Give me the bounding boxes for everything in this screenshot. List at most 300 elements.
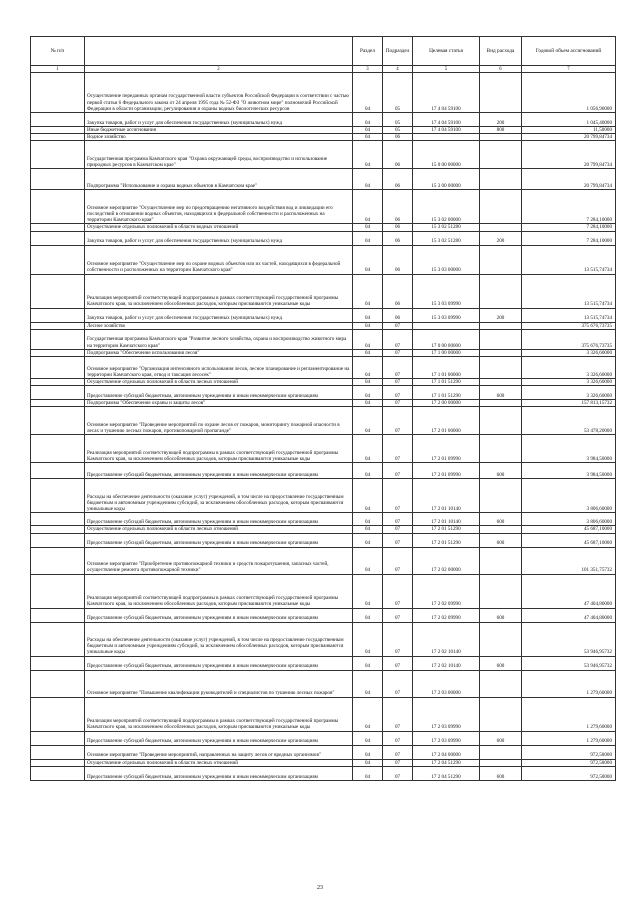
row-expense-type: 600 [480, 513, 522, 526]
row-target-article: 17 2 02 00000 [413, 547, 480, 574]
column-number: 4 [383, 66, 413, 73]
row-amount: 20 799,84734 [522, 141, 616, 169]
row-amount: 13 515,74734 [522, 308, 616, 322]
row-podrazdel: 07 [383, 379, 413, 386]
row-num [31, 547, 85, 574]
row-podrazdel: 06 [383, 224, 413, 231]
row-razdel: 04 [353, 731, 383, 745]
column-number: 7 [522, 66, 616, 73]
row-num [31, 435, 85, 463]
row-podrazdel: 06 [383, 274, 413, 308]
row-razdel: 04 [353, 435, 383, 463]
row-podrazdel: 07 [383, 329, 413, 349]
row-podrazdel: 06 [383, 141, 413, 169]
row-num [31, 574, 85, 608]
row-podrazdel: 07 [383, 656, 413, 670]
table-row [31, 656, 616, 670]
row-podrazdel: 07 [383, 759, 413, 766]
row-amount: 53 946,95732 [522, 622, 616, 656]
row-target-article: 17 2 01 09990 [413, 435, 480, 463]
row-num [31, 245, 85, 274]
row-razdel: 04 [353, 670, 383, 697]
row-description: Основное мероприятие "Организация интенсивного использования лесов, лесное планирование и регламентирование на территории Камчатского края, отвод и таксация лесосек" [85, 357, 353, 379]
row-num [31, 386, 85, 400]
row-expense-type [480, 169, 522, 190]
row-expense-type [480, 574, 522, 608]
row-amount: 1 279,60000 [522, 670, 616, 697]
row-razdel: 04 [353, 245, 383, 274]
row-description: Предоставление субсидий бюджетным, автономным учреждениям и иным некоммерческим организациям [85, 386, 353, 400]
row-target-article: 17 2 01 09990 [413, 463, 480, 479]
row-amount: 1 279,60000 [522, 697, 616, 731]
row-num [31, 308, 85, 322]
row-description: Осуществление отдельных полномочий в области лесных отношений [85, 526, 353, 533]
row-target-article: 17 4 04 59100 [413, 113, 480, 127]
row-description: Закупка товаров, работ и услуг для обеспечения государственных (муниципальных) нужд [85, 231, 353, 245]
page-number: 23 [317, 885, 323, 891]
row-num [31, 731, 85, 745]
row-podrazdel: 05 [383, 113, 413, 127]
row-expense-type [480, 479, 522, 513]
row-expense-type: 200 [480, 113, 522, 127]
row-description: Предоставление субсидий бюджетным, автономным учреждениям и иным некоммерческим организациям [85, 533, 353, 547]
row-razdel: 04 [353, 141, 383, 169]
row-podrazdel: 07 [383, 697, 413, 731]
column-number: 5 [413, 66, 480, 73]
row-amount: 3 806,60000 [522, 513, 616, 526]
row-razdel: 04 [353, 308, 383, 322]
row-expense-type [480, 379, 522, 386]
header-expense-type: Вид расхода [480, 37, 522, 66]
row-amount: 3 326,60000 [522, 357, 616, 379]
row-target-article: 17 2 02 09990 [413, 608, 480, 622]
row-amount: 13 515,74734 [522, 274, 616, 308]
row-podrazdel: 07 [383, 622, 413, 656]
row-num [31, 608, 85, 622]
table-body [31, 73, 616, 781]
row-podrazdel: 07 [383, 766, 413, 780]
row-target-article: 17 2 02 10140 [413, 656, 480, 670]
table-row [31, 322, 616, 329]
row-razdel: 04 [353, 622, 383, 656]
row-num [31, 224, 85, 231]
row-podrazdel: 07 [383, 513, 413, 526]
row-num [31, 479, 85, 513]
row-amount: 972,50000 [522, 766, 616, 780]
row-description: Реализация мероприятий соответствующей подпрограммы в рамках соответствующей государственной программы Камчатского края, за исключением обособленных расходов, которым присваиваются уникальные коды [85, 697, 353, 731]
row-num [31, 513, 85, 526]
row-target-article [413, 134, 480, 141]
row-amount: 20 799,84734 [522, 134, 616, 141]
row-target-article: 17 2 03 00000 [413, 670, 480, 697]
row-razdel: 04 [353, 547, 383, 574]
row-razdel: 04 [353, 231, 383, 245]
row-razdel: 04 [353, 224, 383, 231]
row-description: Государственная программа Камчатского края "Развитие лесного хозяйства, охрана и воспроизводство животного мира на территории Камчатского края" [85, 329, 353, 349]
table-row [31, 533, 616, 547]
row-num [31, 622, 85, 656]
row-description: Реализация мероприятий соответствующей подпрограммы в рамках соответствующей государственной программы Камчатского края, за исключением обособленных расходов, которым присваиваются уникальные коды [85, 574, 353, 608]
row-expense-type: 200 [480, 308, 522, 322]
row-target-article: 17 1 01 51290 [413, 386, 480, 400]
row-amount: 3 326,60000 [522, 386, 616, 400]
table-row [31, 574, 616, 608]
column-numbers-row [31, 66, 616, 73]
table-row [31, 479, 616, 513]
header-podrazdel: Подраздел [383, 37, 413, 66]
row-razdel: 04 [353, 479, 383, 513]
table-row [31, 169, 616, 190]
row-num [31, 231, 85, 245]
row-target-article: 17 2 04 51290 [413, 766, 480, 780]
table-row [31, 308, 616, 322]
table-row [31, 513, 616, 526]
row-num [31, 169, 85, 190]
row-description: Подпрограмма "Обеспечение использования лесов" [85, 349, 353, 356]
row-razdel: 04 [353, 379, 383, 386]
row-num [31, 357, 85, 379]
table-row [31, 127, 616, 134]
row-razdel: 04 [353, 386, 383, 400]
row-num [31, 379, 85, 386]
column-number: 3 [353, 66, 383, 73]
row-razdel: 04 [353, 169, 383, 190]
row-description: Основное мероприятие "Осуществление мер по предотвращению негативного воздействия вод и ликвидации его последствий в отношении водных объектов, находящихся в федеральной собственности и расположенных на территории Камчатского края" [85, 190, 353, 224]
row-expense-type [480, 224, 522, 231]
row-target-article: 17 2 01 51290 [413, 526, 480, 533]
row-description: Основное мероприятие "Осуществление мер по охране водных объектов или их частей, находящихся в федеральной собственности и расположенных на территории Камчатского края" [85, 245, 353, 274]
row-amount: 375 676,73735 [522, 329, 616, 349]
row-target-article: 17 2 02 09990 [413, 574, 480, 608]
row-num [31, 73, 85, 113]
row-razdel: 04 [353, 697, 383, 731]
table-row [31, 224, 616, 231]
row-target-article: 15 3 03 09990 [413, 308, 480, 322]
row-target-article: 15 3 03 09990 [413, 274, 480, 308]
row-razdel: 04 [353, 113, 383, 127]
row-expense-type: 600 [480, 463, 522, 479]
row-podrazdel: 07 [383, 407, 413, 435]
row-expense-type: 600 [480, 608, 522, 622]
row-razdel: 04 [353, 357, 383, 379]
row-expense-type [480, 245, 522, 274]
table-row [31, 697, 616, 731]
row-description: Расходы на обеспечение деятельности (оказание услуг) учреждений, в том числе на предоставление государственным бюджетным и автономным учреждениям субсидий, за исключением обособленных расходов, которым присваиваются уникальные коды [85, 479, 353, 513]
row-num [31, 766, 85, 780]
table-row [31, 329, 616, 349]
row-num [31, 127, 85, 134]
row-description: Основное мероприятие "Повышение квалификации руководителей и специалистов по тушению лесных пожаров" [85, 670, 353, 697]
row-razdel: 04 [353, 73, 383, 113]
row-razdel: 04 [353, 526, 383, 533]
row-podrazdel: 06 [383, 308, 413, 322]
row-podrazdel: 05 [383, 127, 413, 134]
row-description: Закупка товаров, работ и услуг для обеспечения государственных (муниципальных) нужд [85, 308, 353, 322]
row-razdel: 04 [353, 134, 383, 141]
row-target-article: 17 2 03 09990 [413, 697, 480, 731]
row-target-article: 17 2 01 00000 [413, 407, 480, 435]
row-num [31, 670, 85, 697]
row-expense-type [480, 759, 522, 766]
row-target-article [413, 322, 480, 329]
table-row [31, 526, 616, 533]
row-description: Расходы на обеспечение деятельности (оказание услуг) учреждений, в том числе на предоставление государственным бюджетным и автономным учреждениям субсидий, за исключением обособленных расходов, которым присваиваются уникальные коды [85, 622, 353, 656]
table-row [31, 731, 616, 745]
row-description: Предоставление субсидий бюджетным, автономным учреждениям и иным некоммерческим организациям [85, 608, 353, 622]
row-podrazdel: 06 [383, 245, 413, 274]
row-description: Иные бюджетные ассигнования [85, 127, 353, 134]
row-amount: 11,50000 [522, 127, 616, 134]
row-amount: 3 326,60000 [522, 349, 616, 356]
row-description: Водное хозяйство [85, 134, 353, 141]
row-num [31, 526, 85, 533]
row-amount: 3 806,60000 [522, 479, 616, 513]
row-amount: 157 813,15732 [522, 400, 616, 407]
row-expense-type [480, 526, 522, 533]
row-description: Осуществление отдельных полномочий в области водных отношений [85, 224, 353, 231]
row-target-article: 17 2 01 51290 [413, 533, 480, 547]
table-row [31, 379, 616, 386]
row-expense-type [480, 322, 522, 329]
row-num [31, 745, 85, 759]
row-target-article: 17 1 01 51290 [413, 379, 480, 386]
row-razdel: 04 [353, 190, 383, 224]
row-target-article: 17 4 04 59100 [413, 127, 480, 134]
row-num [31, 141, 85, 169]
row-target-article: 15 0 00 00000 [413, 141, 480, 169]
row-target-article: 17 2 01 10140 [413, 479, 480, 513]
table-row [31, 386, 616, 400]
row-num [31, 113, 85, 127]
row-podrazdel: 07 [383, 574, 413, 608]
header-name [85, 37, 353, 66]
header-target-article: Целевая статья [413, 37, 480, 66]
row-amount: 53 946,95732 [522, 656, 616, 670]
table-row [31, 245, 616, 274]
row-amount: 101 351,75732 [522, 547, 616, 574]
row-expense-type [480, 622, 522, 656]
table-row [31, 759, 616, 766]
row-expense-type [480, 400, 522, 407]
table-row [31, 141, 616, 169]
header-row [31, 37, 616, 66]
row-podrazdel: 06 [383, 169, 413, 190]
row-num [31, 407, 85, 435]
row-amount: 47 404,80000 [522, 608, 616, 622]
row-target-article: 17 2 01 10140 [413, 513, 480, 526]
row-target-article: 17 0 00 00000 [413, 329, 480, 349]
table-row [31, 231, 616, 245]
row-num [31, 759, 85, 766]
row-amount: 375 676,73735 [522, 322, 616, 329]
row-description: Государственная программа Камчатского края "Охрана окружающей среды, воспроизводство и использование природных ресурсов в Камчатском крае" [85, 141, 353, 169]
row-expense-type [480, 134, 522, 141]
row-razdel: 04 [353, 513, 383, 526]
row-amount: 3 984,50000 [522, 463, 616, 479]
row-expense-type: 600 [480, 656, 522, 670]
row-description: Предоставление субсидий бюджетным, автономным учреждениям и иным некоммерческим организациям [85, 766, 353, 780]
row-num [31, 533, 85, 547]
row-description: Осуществление переданных органам государственной власти субъектов Российской Федерации в соответствии с частью первой статьи 6 Федерального закона от 24 апреля 1995 года № 52-ФЗ "О животном мире" полномочий Российской Федерации в области организации, регулирования и охраны водных биологических ресурсов [85, 73, 353, 113]
row-target-article: 15 3 02 00000 [413, 190, 480, 224]
row-expense-type [480, 670, 522, 697]
table-row [31, 745, 616, 759]
row-expense-type [480, 141, 522, 169]
row-amount: 3 326,60000 [522, 379, 616, 386]
table-row [31, 190, 616, 224]
row-expense-type: 600 [480, 533, 522, 547]
row-num [31, 134, 85, 141]
row-expense-type [480, 190, 522, 224]
table-row [31, 400, 616, 407]
row-num [31, 274, 85, 308]
row-podrazdel: 05 [383, 73, 413, 113]
row-description: Лесное хозяйство [85, 322, 353, 329]
row-target-article: 17 4 04 59100 [413, 73, 480, 113]
row-expense-type: 600 [480, 766, 522, 780]
row-podrazdel: 07 [383, 463, 413, 479]
row-description: Предоставление субсидий бюджетным, автономным учреждениям и иным некоммерческим организациям [85, 731, 353, 745]
row-razdel: 04 [353, 766, 383, 780]
row-num [31, 656, 85, 670]
row-target-article: 17 2 00 00000 [413, 400, 480, 407]
row-amount: 1 279,60000 [522, 731, 616, 745]
table-row [31, 608, 616, 622]
row-target-article: 15 3 03 00000 [413, 245, 480, 274]
row-podrazdel: 07 [383, 435, 413, 463]
table-row [31, 435, 616, 463]
row-description: Закупка товаров, работ и услуг для обеспечения государственных (муниципальных) нужд [85, 113, 353, 127]
row-amount: 972,50000 [522, 745, 616, 759]
row-num [31, 400, 85, 407]
row-amount: 1 056,90000 [522, 73, 616, 113]
budget-table [30, 36, 616, 781]
table-row [31, 357, 616, 379]
table-row [31, 547, 616, 574]
row-expense-type: 200 [480, 231, 522, 245]
table-row [31, 134, 616, 141]
row-razdel: 04 [353, 759, 383, 766]
row-razdel: 04 [353, 745, 383, 759]
row-razdel: 04 [353, 400, 383, 407]
table-row [31, 113, 616, 127]
row-target-article: 17 2 04 00000 [413, 745, 480, 759]
row-podrazdel: 06 [383, 134, 413, 141]
row-razdel: 04 [353, 349, 383, 356]
row-razdel: 04 [353, 407, 383, 435]
row-podrazdel: 07 [383, 526, 413, 533]
row-razdel: 04 [353, 656, 383, 670]
row-podrazdel: 06 [383, 190, 413, 224]
table-row [31, 670, 616, 697]
row-num [31, 322, 85, 329]
row-podrazdel: 07 [383, 731, 413, 745]
row-amount: 1 045,40000 [522, 113, 616, 127]
row-target-article: 17 2 02 10140 [413, 622, 480, 656]
row-amount: 7 284,10000 [522, 224, 616, 231]
row-razdel: 04 [353, 463, 383, 479]
row-num [31, 349, 85, 356]
row-expense-type [480, 349, 522, 356]
row-razdel: 04 [353, 274, 383, 308]
row-description: Основное мероприятие "Проведение мероприятий, направленных на защиту лесов от вредных организмов" [85, 745, 353, 759]
row-target-article: 17 2 04 51290 [413, 759, 480, 766]
row-target-article: 15 3 02 51280 [413, 231, 480, 245]
row-razdel: 04 [353, 127, 383, 134]
row-expense-type: 800 [480, 127, 522, 134]
row-expense-type [480, 357, 522, 379]
row-amount: 7 284,10000 [522, 190, 616, 224]
table-row [31, 274, 616, 308]
row-description: Осуществление отдельных полномочий в области лесных отношений [85, 379, 353, 386]
row-amount: 7 284,10000 [522, 231, 616, 245]
row-expense-type: 600 [480, 386, 522, 400]
row-amount: 3 984,50000 [522, 435, 616, 463]
row-amount: 53 478,20000 [522, 407, 616, 435]
row-podrazdel: 07 [383, 357, 413, 379]
row-podrazdel: 07 [383, 479, 413, 513]
header-annual-amount: Годовой объем ассигнований [522, 37, 616, 66]
column-number: 6 [480, 66, 522, 73]
row-description: Основное мероприятие "Проведение мероприятий по охране лесов от пожаров, мониторингу пожарной опасности в лесах и тушению лесных пожаров, противопожарной пропаганде" [85, 407, 353, 435]
row-expense-type [480, 697, 522, 731]
row-razdel: 04 [353, 322, 383, 329]
header-razdel: Раздел [353, 37, 383, 66]
row-description: Осуществление отдельных полномочий в области лесных отношений [85, 759, 353, 766]
row-num [31, 190, 85, 224]
row-expense-type [480, 329, 522, 349]
row-num [31, 697, 85, 731]
row-podrazdel: 07 [383, 547, 413, 574]
row-num [31, 329, 85, 349]
table-row [31, 766, 616, 780]
row-description: Реализация мероприятий соответствующей подпрограммы в рамках соответствующей государственной программы Камчатского края, за исключением обособленных расходов, которым присваиваются уникальные коды [85, 435, 353, 463]
table-row [31, 622, 616, 656]
row-description: Подпрограмма "Обеспечение охраны и защиты лесов" [85, 400, 353, 407]
table-row [31, 73, 616, 113]
row-podrazdel: 07 [383, 400, 413, 407]
row-amount: 45 687,10000 [522, 533, 616, 547]
row-podrazdel: 07 [383, 533, 413, 547]
column-number: 2 [85, 66, 353, 73]
row-num [31, 463, 85, 479]
row-amount: 13 515,74734 [522, 245, 616, 274]
header-num: № п/п [31, 37, 85, 66]
row-expense-type [480, 745, 522, 759]
row-expense-type [480, 435, 522, 463]
row-podrazdel: 07 [383, 386, 413, 400]
row-description: Предоставление субсидий бюджетным, автономным учреждениям и иным некоммерческим организациям [85, 513, 353, 526]
row-target-article: 15 3 00 00000 [413, 169, 480, 190]
column-number: 1 [31, 66, 85, 73]
row-razdel: 04 [353, 574, 383, 608]
row-expense-type [480, 73, 522, 113]
row-podrazdel: 07 [383, 745, 413, 759]
row-podrazdel: 07 [383, 670, 413, 697]
row-target-article: 15 3 02 51280 [413, 224, 480, 231]
row-amount: 20 799,84734 [522, 169, 616, 190]
row-amount: 45 687,10000 [522, 526, 616, 533]
table-row [31, 349, 616, 356]
row-target-article: 17 1 01 00000 [413, 357, 480, 379]
row-description: Основное мероприятие "Приобретение противопожарной техники и средств пожаротушения, запасных частей, осуществление ремонта противопожарной техники" [85, 547, 353, 574]
row-podrazdel: 07 [383, 322, 413, 329]
row-podrazdel: 07 [383, 349, 413, 356]
row-description: Предоставление субсидий бюджетным, автономным учреждениям и иным некоммерческим организациям [85, 463, 353, 479]
row-razdel: 04 [353, 608, 383, 622]
row-expense-type [480, 547, 522, 574]
table-row [31, 463, 616, 479]
